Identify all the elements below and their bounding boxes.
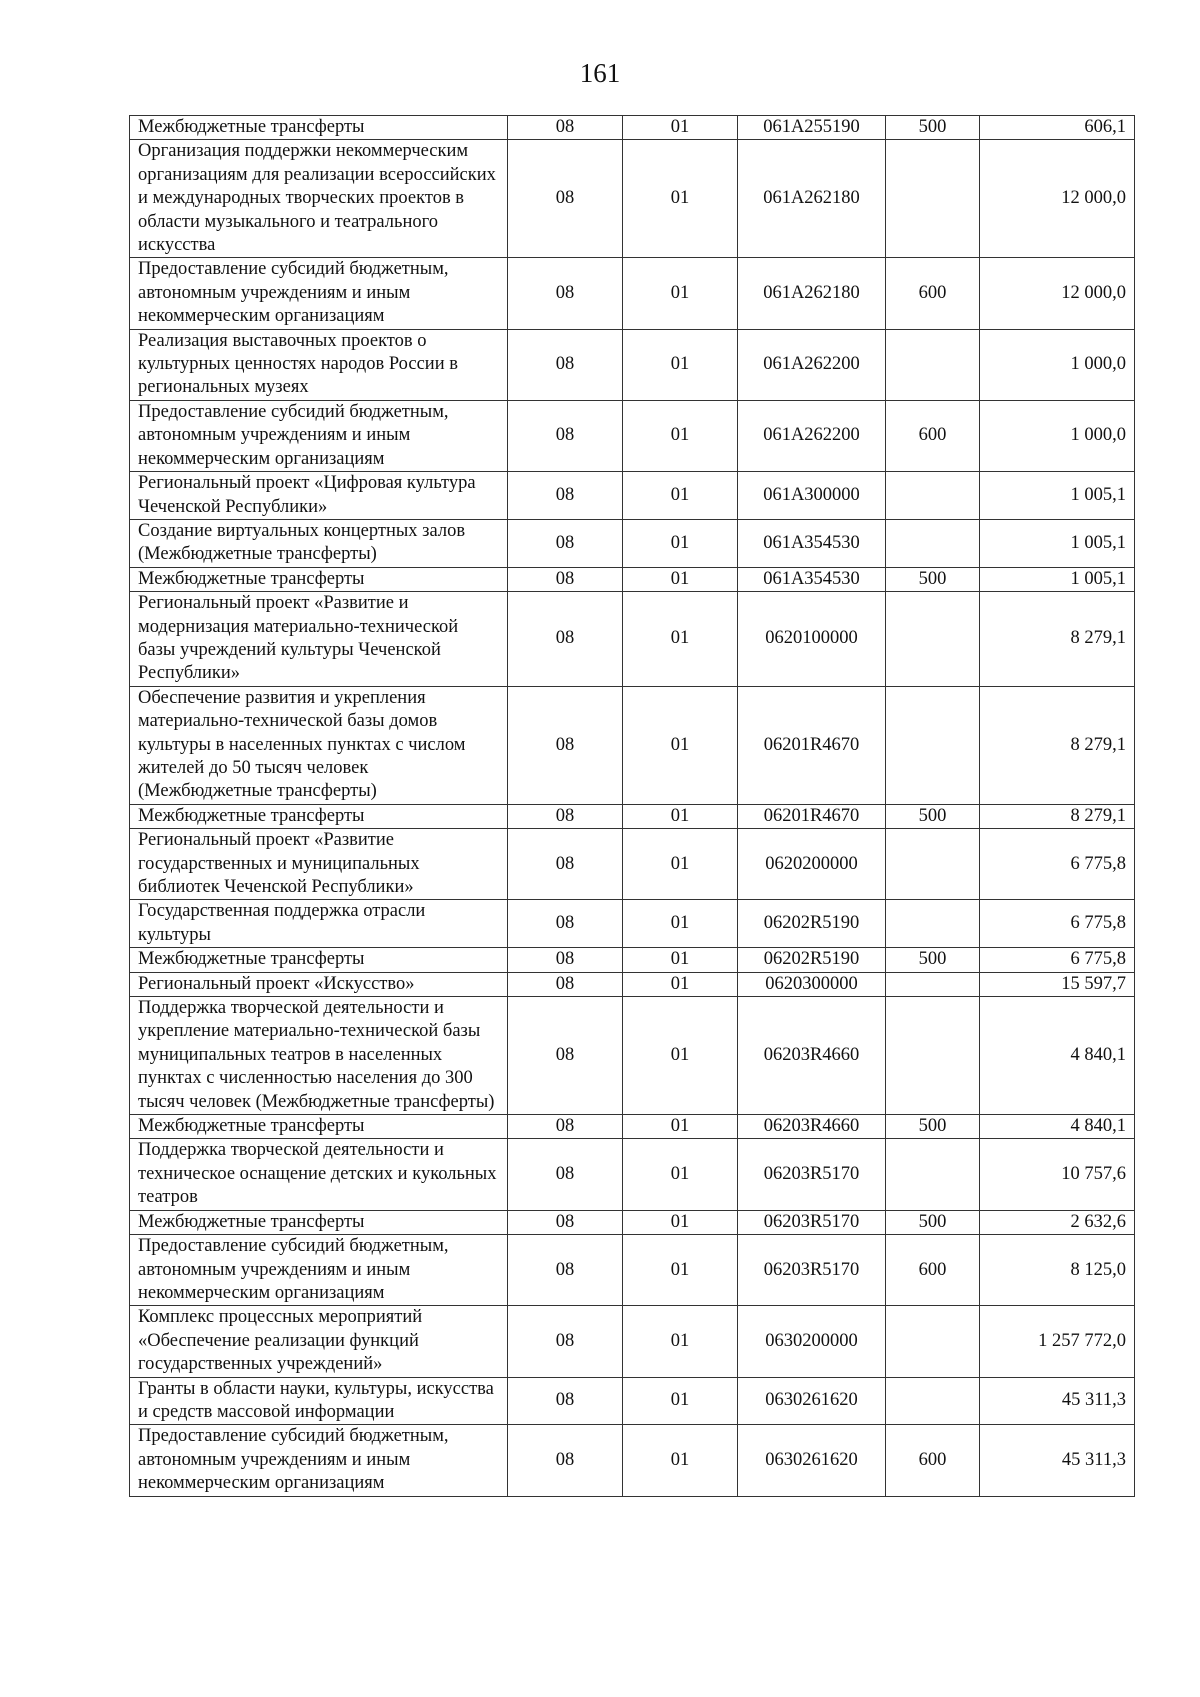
amount-cell: 45 311,3	[980, 1377, 1135, 1425]
target-article-cell: 06202R5190	[738, 948, 886, 972]
section-code-cell: 08	[508, 804, 623, 828]
subsection-code-cell: 01	[623, 972, 738, 996]
subsection-code-cell: 01	[623, 829, 738, 900]
section-code-cell: 08	[508, 329, 623, 400]
expense-type-cell: 600	[886, 400, 980, 471]
expense-name-cell: Гранты в области науки, культуры, искусства и средств массовой информации	[130, 1377, 508, 1425]
table-row	[130, 686, 1135, 804]
section-code-cell: 08	[508, 116, 623, 140]
section-code-cell: 08	[508, 1425, 623, 1496]
expense-name-cell: Межбюджетные трансферты	[130, 1115, 508, 1139]
table-row	[130, 519, 1135, 567]
subsection-code-cell: 01	[623, 592, 738, 687]
table-row	[130, 400, 1135, 471]
target-article-cell: 061А354530	[738, 567, 886, 591]
target-article-cell: 06203R5170	[738, 1139, 886, 1210]
table-row	[130, 1210, 1135, 1234]
expense-name-cell: Межбюджетные трансферты	[130, 1210, 508, 1234]
expense-type-cell	[886, 140, 980, 258]
amount-cell: 45 311,3	[980, 1425, 1135, 1496]
target-article-cell: 061А255190	[738, 116, 886, 140]
table-row	[130, 258, 1135, 329]
table-row	[130, 829, 1135, 900]
table-row	[130, 116, 1135, 140]
target-article-cell: 06203R5170	[738, 1210, 886, 1234]
subsection-code-cell: 01	[623, 1306, 738, 1377]
table-row	[130, 804, 1135, 828]
subsection-code-cell: 01	[623, 1425, 738, 1496]
table-row	[130, 900, 1135, 948]
target-article-cell: 061А354530	[738, 519, 886, 567]
amount-cell: 8 279,1	[980, 592, 1135, 687]
amount-cell: 8 279,1	[980, 686, 1135, 804]
expense-type-cell	[886, 686, 980, 804]
expense-type-cell	[886, 329, 980, 400]
subsection-code-cell: 01	[623, 1115, 738, 1139]
amount-cell: 1 005,1	[980, 567, 1135, 591]
amount-cell: 1 000,0	[980, 400, 1135, 471]
amount-cell: 10 757,6	[980, 1139, 1135, 1210]
expense-type-cell	[886, 1306, 980, 1377]
expense-type-cell	[886, 972, 980, 996]
expense-name-cell: Поддержка творческой деятельности и укрепление материально-технической базы муниципальных театров в населенных пунктах с численностью населения до 300 тысяч человек (Межбюджетные трансферты)	[130, 997, 508, 1115]
expense-type-cell: 500	[886, 567, 980, 591]
expense-type-cell	[886, 829, 980, 900]
expense-name-cell: Организация поддержки некоммерческим организациям для реализации всероссийских и международных творческих проектов в области музыкального и театрального искусства	[130, 140, 508, 258]
section-code-cell: 08	[508, 258, 623, 329]
expense-name-cell: Комплекс процессных мероприятий «Обеспечение реализации функций государственных учреждений»	[130, 1306, 508, 1377]
table-row	[130, 329, 1135, 400]
expense-name-cell: Межбюджетные трансферты	[130, 116, 508, 140]
target-article-cell: 061А262200	[738, 400, 886, 471]
page-number: 161	[579, 58, 621, 88]
target-article-cell: 06202R5190	[738, 900, 886, 948]
subsection-code-cell: 01	[623, 1139, 738, 1210]
section-code-cell: 08	[508, 948, 623, 972]
amount-cell: 6 775,8	[980, 948, 1135, 972]
expense-type-cell: 500	[886, 948, 980, 972]
section-code-cell: 08	[508, 592, 623, 687]
amount-cell: 2 632,6	[980, 1210, 1135, 1234]
target-article-cell: 061А262180	[738, 258, 886, 329]
expense-name-cell: Реализация выставочных проектов о культурных ценностях народов России в региональных музеях	[130, 329, 508, 400]
budget-table-body	[130, 116, 1135, 1497]
section-code-cell: 08	[508, 1235, 623, 1306]
target-article-cell: 0630261620	[738, 1377, 886, 1425]
subsection-code-cell: 01	[623, 900, 738, 948]
expense-name-cell: Обеспечение развития и укрепления материально-технической базы домов культуры в населенных пунктах с числом жителей до 50 тысяч человек (Межбюджетные трансферты)	[130, 686, 508, 804]
target-article-cell: 06201R4670	[738, 686, 886, 804]
section-code-cell: 08	[508, 997, 623, 1115]
expense-type-cell	[886, 997, 980, 1115]
amount-cell: 606,1	[980, 116, 1135, 140]
target-article-cell: 06203R5170	[738, 1235, 886, 1306]
amount-cell: 12 000,0	[980, 140, 1135, 258]
amount-cell: 8 125,0	[980, 1235, 1135, 1306]
target-article-cell: 061А300000	[738, 472, 886, 520]
amount-cell: 15 597,7	[980, 972, 1135, 996]
subsection-code-cell: 01	[623, 804, 738, 828]
section-code-cell: 08	[508, 686, 623, 804]
expense-name-cell: Региональный проект «Искусство»	[130, 972, 508, 996]
subsection-code-cell: 01	[623, 400, 738, 471]
target-article-cell: 06203R4660	[738, 997, 886, 1115]
section-code-cell: 08	[508, 829, 623, 900]
amount-cell: 4 840,1	[980, 997, 1135, 1115]
amount-cell: 1 005,1	[980, 519, 1135, 567]
table-row	[130, 140, 1135, 258]
amount-cell: 4 840,1	[980, 1115, 1135, 1139]
expense-type-cell	[886, 519, 980, 567]
subsection-code-cell: 01	[623, 140, 738, 258]
section-code-cell: 08	[508, 1306, 623, 1377]
table-row	[130, 1306, 1135, 1377]
expense-name-cell: Предоставление субсидий бюджетным, автономным учреждениям и иным некоммерческим организациям	[130, 1425, 508, 1496]
amount-cell: 8 279,1	[980, 804, 1135, 828]
subsection-code-cell: 01	[623, 567, 738, 591]
section-code-cell: 08	[508, 140, 623, 258]
expense-type-cell: 500	[886, 116, 980, 140]
section-code-cell: 08	[508, 900, 623, 948]
expense-name-cell: Региональный проект «Развитие государственных и муниципальных библиотек Чеченской Республики»	[130, 829, 508, 900]
expense-type-cell: 600	[886, 1235, 980, 1306]
expense-type-cell	[886, 472, 980, 520]
amount-cell: 1 000,0	[980, 329, 1135, 400]
amount-cell: 1 257 772,0	[980, 1306, 1135, 1377]
expense-name-cell: Государственная поддержка отрасли культуры	[130, 900, 508, 948]
expense-type-cell: 500	[886, 1115, 980, 1139]
section-code-cell: 08	[508, 972, 623, 996]
section-code-cell: 08	[508, 1210, 623, 1234]
table-row	[130, 1235, 1135, 1306]
expense-type-cell	[886, 1139, 980, 1210]
section-code-cell: 08	[508, 1115, 623, 1139]
expense-name-cell: Региональный проект «Развитие и модернизация материально-технической базы учреждений культуры Чеченской Республики»	[130, 592, 508, 687]
subsection-code-cell: 01	[623, 1235, 738, 1306]
expense-name-cell: Межбюджетные трансферты	[130, 948, 508, 972]
table-row	[130, 567, 1135, 591]
amount-cell: 1 005,1	[980, 472, 1135, 520]
subsection-code-cell: 01	[623, 519, 738, 567]
table-row	[130, 1139, 1135, 1210]
table-row	[130, 1377, 1135, 1425]
amount-cell: 12 000,0	[980, 258, 1135, 329]
subsection-code-cell: 01	[623, 948, 738, 972]
amount-cell: 6 775,8	[980, 829, 1135, 900]
table-row	[130, 997, 1135, 1115]
subsection-code-cell: 01	[623, 997, 738, 1115]
expense-type-cell	[886, 1377, 980, 1425]
subsection-code-cell: 01	[623, 116, 738, 140]
section-code-cell: 08	[508, 1377, 623, 1425]
expense-name-cell: Предоставление субсидий бюджетным, автономным учреждениям и иным некоммерческим организациям	[130, 400, 508, 471]
section-code-cell: 08	[508, 400, 623, 471]
target-article-cell: 0620300000	[738, 972, 886, 996]
budget-table	[129, 115, 1135, 1497]
target-article-cell: 0620100000	[738, 592, 886, 687]
table-row	[130, 948, 1135, 972]
target-article-cell: 06201R4670	[738, 804, 886, 828]
expense-name-cell: Региональный проект «Цифровая культура Чеченской Республики»	[130, 472, 508, 520]
expense-type-cell	[886, 592, 980, 687]
table-row	[130, 592, 1135, 687]
table-row	[130, 1425, 1135, 1496]
target-article-cell: 061А262180	[738, 140, 886, 258]
expense-type-cell: 600	[886, 258, 980, 329]
expense-name-cell: Межбюджетные трансферты	[130, 567, 508, 591]
target-article-cell: 0630261620	[738, 1425, 886, 1496]
section-code-cell: 08	[508, 1139, 623, 1210]
expense-name-cell: Предоставление субсидий бюджетным, автономным учреждениям и иным некоммерческим организациям	[130, 1235, 508, 1306]
subsection-code-cell: 01	[623, 1377, 738, 1425]
target-article-cell: 06203R4660	[738, 1115, 886, 1139]
section-code-cell: 08	[508, 472, 623, 520]
subsection-code-cell: 01	[623, 1210, 738, 1234]
expense-name-cell: Предоставление субсидий бюджетным, автономным учреждениям и иным некоммерческим организациям	[130, 258, 508, 329]
section-code-cell: 08	[508, 519, 623, 567]
target-article-cell: 0630200000	[738, 1306, 886, 1377]
table-row	[130, 472, 1135, 520]
expense-type-cell: 500	[886, 804, 980, 828]
amount-cell: 6 775,8	[980, 900, 1135, 948]
section-code-cell: 08	[508, 567, 623, 591]
subsection-code-cell: 01	[623, 472, 738, 520]
subsection-code-cell: 01	[623, 686, 738, 804]
target-article-cell: 061А262200	[738, 329, 886, 400]
subsection-code-cell: 01	[623, 329, 738, 400]
expense-name-cell: Поддержка творческой деятельности и техническое оснащение детских и кукольных театров	[130, 1139, 508, 1210]
expense-type-cell: 500	[886, 1210, 980, 1234]
target-article-cell: 0620200000	[738, 829, 886, 900]
expense-type-cell	[886, 900, 980, 948]
table-row	[130, 972, 1135, 996]
expense-name-cell: Межбюджетные трансферты	[130, 804, 508, 828]
subsection-code-cell: 01	[623, 258, 738, 329]
expense-name-cell: Создание виртуальных концертных залов (Межбюджетные трансферты)	[130, 519, 508, 567]
expense-type-cell: 600	[886, 1425, 980, 1496]
table-row	[130, 1115, 1135, 1139]
